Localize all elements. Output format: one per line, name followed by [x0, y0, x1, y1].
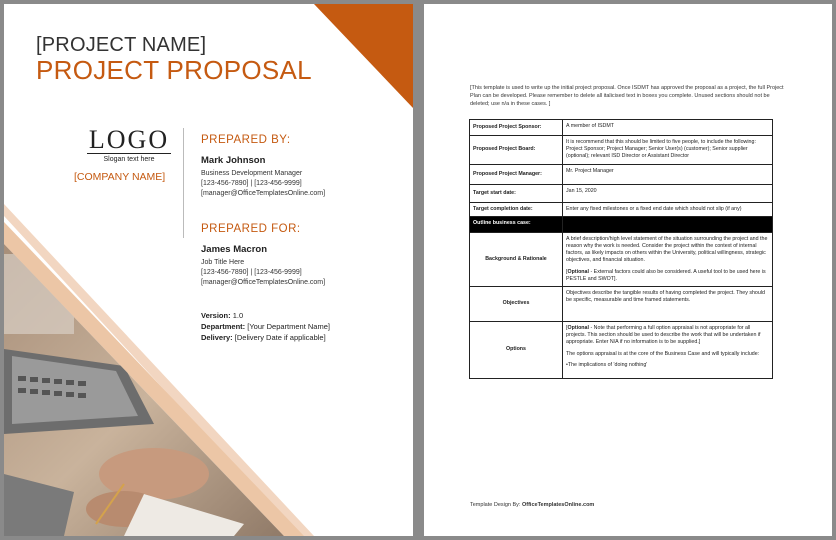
background-optional: [Optional - External factors could also be considered. A useful tool to be used here is PESTLE and SWOT].: [566, 268, 766, 282]
background-text: A brief description/high level statement of the situation surrounding the project and the reason why the work is needed. Consider the project within the context of internal factors, as likely impacts on others within the University, political willingness, strategic objectives, and financial situation.: [566, 235, 768, 264]
row-label: Proposed Project Board:: [470, 136, 563, 165]
row-label: Proposed Project Manager:: [470, 164, 563, 184]
options-optional: [Optional - Note that performing a full option appraisal is not appropriate for all projects. This section should be used to describe the work that will be undertaken if appropriate. Enter N/A if no information is to be supplied.]: [566, 325, 761, 346]
row-label: Proposed Project Sponsor:: [470, 120, 563, 136]
logo-slogan: Slogan text here: [103, 156, 155, 163]
options-label: Options: [470, 322, 563, 379]
prepared-for-name: James Macron: [201, 244, 268, 255]
prepared-by-heading: PREPARED BY:: [201, 134, 291, 146]
background-label: Background & Rationale: [470, 232, 563, 286]
options-text: The options appraisal is at the core of the Business Case and will typically include:: [566, 350, 760, 357]
delivery-label: Delivery:: [201, 333, 233, 342]
department-label: Department:: [201, 322, 246, 331]
prepared-for-email: [manager@OfficeTemplatesOnline.com]: [201, 279, 326, 286]
outline-header: Outline business case:: [470, 216, 563, 232]
table-row: [470, 202, 773, 216]
row-value: Mr. Project Manager: [563, 164, 773, 184]
table-row: [470, 184, 773, 202]
background-optional-text: - External factors could also be considered. A useful tool to be used here is PESTLE and SWOT].: [566, 268, 766, 282]
cover-photo: [4, 4, 413, 536]
prepared-by-job: Business Development Manager: [201, 170, 303, 177]
row-label: Target start date:: [470, 184, 563, 202]
detail-page: [424, 4, 832, 536]
options-cell: [563, 322, 773, 379]
version-label: Version:: [201, 311, 231, 320]
row-label: Target completion date:: [470, 202, 563, 216]
prepared-for-job: Job Title Here: [201, 259, 245, 266]
table-row: [470, 322, 773, 379]
prepared-by-phone: [123-456-7890] | [123-456-9999]: [201, 180, 302, 187]
objectives-label: Objectives: [470, 287, 563, 322]
outline-header-row: [470, 216, 773, 232]
prepared-by-email: [manager@OfficeTemplatesOnline.com]: [201, 190, 326, 197]
project-name: [PROJECT NAME]: [36, 34, 207, 56]
background-cell: [563, 232, 773, 286]
cover-page: [4, 4, 413, 536]
department-value: [Your Department Name]: [247, 322, 330, 331]
options-optional-label: Optional: [567, 325, 589, 332]
prepared-for-heading: PREPARED FOR:: [201, 223, 301, 235]
row-value: A member of ISDMT: [563, 120, 773, 136]
company-name: [COMPANY NAME]: [74, 171, 166, 183]
intro-text: [This template is used to write up the initial project proposal. Once ISDMT has approved the proposal as a project, the full Project Plan can be developed. Please remember to delete all italicised text in boxes you complete. Unused sections should not be deleted; use n/a in these cases. ]: [470, 85, 784, 107]
table-row: [470, 287, 773, 322]
logo-text: LOGO: [88, 125, 170, 154]
footer: [470, 502, 594, 508]
delivery-value: [Delivery Date if applicable]: [234, 333, 326, 342]
objectives-text: Objectives describe the tangible results of having completed the project. They should be specific, measurable and time framed statements.: [563, 287, 773, 322]
table-row: [470, 232, 773, 286]
table-row: [470, 136, 773, 165]
proposal-table: [469, 119, 773, 379]
version-value: 1.0: [232, 311, 244, 320]
options-bullet: •The implications of 'doing nothing': [566, 361, 648, 368]
row-value: Jan 15, 2020: [563, 184, 773, 202]
background-optional-label: Optional: [567, 268, 589, 275]
footer-label: Template Design By:: [470, 502, 521, 508]
prepared-for-phone: [123-456-7890] | [123-456-9999]: [201, 269, 302, 276]
table-row: [470, 164, 773, 184]
row-value: Enter any fixed milestones or a fixed end date which should not slip (if any): [563, 202, 773, 216]
table-row: [470, 120, 773, 136]
options-optional-text: - Note that performing a full option appraisal is not appropriate for all projects. This section should be used to describe the work that will be undertaken if appropriate. Enter N/A if no information is to be supplied.]: [566, 325, 761, 346]
proposal-title: PROJECT PROPOSAL: [36, 55, 312, 85]
prepared-by-name: Mark Johnson: [201, 155, 266, 166]
outline-header-fill: [563, 216, 773, 232]
footer-link: OfficeTemplatesOnline.com: [521, 502, 595, 508]
row-value: It is recommend that this should be limited to five people, to include the following: Project Sponsor; Project Manager; Senior User(s) (customer); Senior supplier (optional); relevant ISD Director or Assistant Director: [563, 136, 773, 165]
